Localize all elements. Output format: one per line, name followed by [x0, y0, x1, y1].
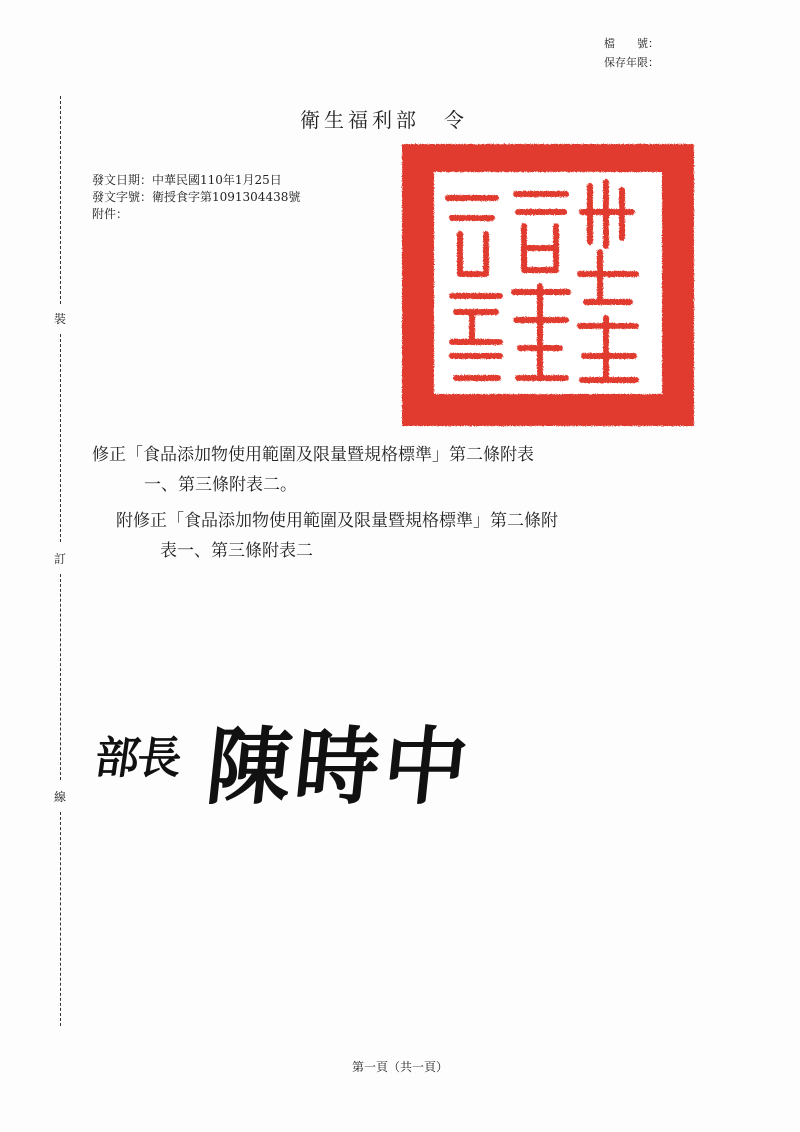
issue-date: 發文日期：中華民國110年1月25日 — [92, 173, 282, 187]
binding-char-ding: 訂 — [53, 552, 66, 566]
binding-char-zhuang: 裝 — [53, 312, 66, 326]
binding-char-xian: 線 — [53, 790, 66, 804]
attachment-line: 附修正「食品添加物使用範圍及限量暨規格標準」第二條附 — [116, 511, 558, 531]
filing-info — [604, 34, 659, 72]
document-meta — [92, 172, 300, 223]
retention-label: 保存年限： — [604, 56, 659, 69]
official-seal-stamp — [400, 142, 696, 428]
binding-margin — [40, 96, 80, 1026]
attachment-line: 表一、第三條附表二 — [160, 541, 313, 561]
file-number-label: 檔 號： — [604, 37, 659, 50]
signature-title: 部長 — [91, 733, 183, 784]
order-line: 修正「食品添加物使用範圍及限量暨規格標準」第二條附表 — [92, 445, 534, 465]
binding-dash-line — [60, 574, 61, 780]
document-title: 衛生福利部 令 — [300, 108, 468, 132]
attachment-label: 附件： — [92, 207, 129, 221]
reference-number: 發文字號：衛授食字第1091304438號 — [92, 190, 301, 204]
page-footer: 第一頁（共一頁） — [351, 1060, 448, 1074]
order-paragraph — [92, 440, 712, 500]
minister-signature — [91, 698, 512, 816]
binding-dash-line — [60, 96, 61, 304]
binding-dash-line — [60, 812, 61, 1026]
attachment-paragraph — [116, 506, 736, 566]
order-line: 一、第三條附表二。 — [144, 475, 297, 495]
signature-name: 陳時中 — [202, 717, 477, 816]
binding-dash-line — [60, 334, 61, 542]
